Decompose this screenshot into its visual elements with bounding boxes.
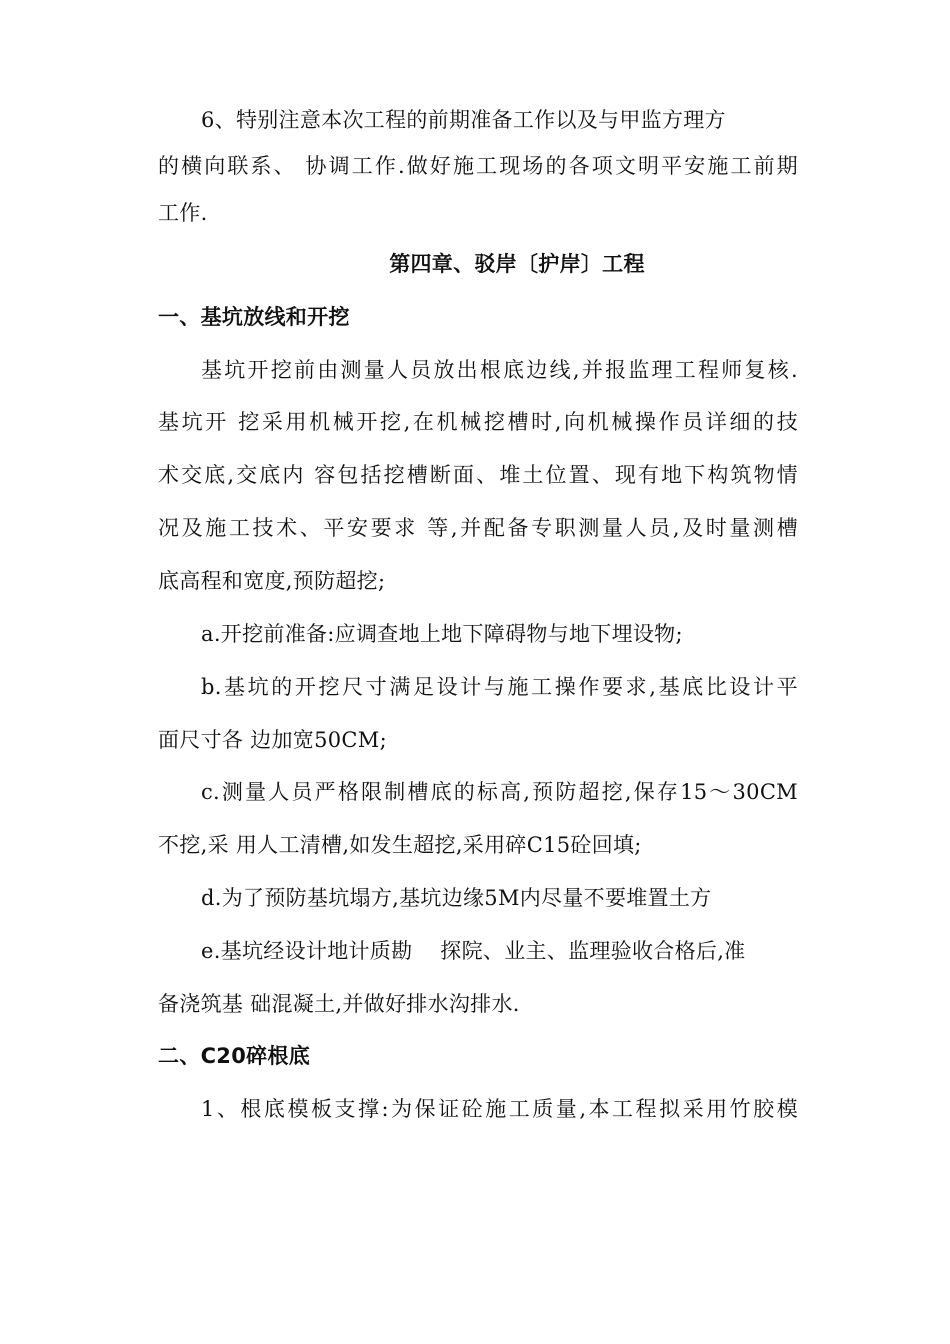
paragraph-line: 底高程和宽度,预防超挖; [158, 569, 386, 593]
paragraph-line: 1、根底模板支撑:为保证砼施工质量,本工程拟采用竹胶模 [201, 1097, 798, 1121]
list-item-d: d.为了预防基坑塌方,基坑边缘5M内尽量不要堆置土方 [201, 886, 712, 910]
section-heading: 二、C20碎根底 [158, 1044, 311, 1068]
paragraph-line: 况及施工技术、平安要求 等,并配备专职测量人员,及时量测槽 [158, 516, 798, 540]
paragraph-line: 基坑开 挖采用机械开挖,在机械挖槽时,向机械操作员详细的技 [158, 410, 798, 434]
list-item-c: c.测量人员严格限制槽底的标高,预防超挖,保存15〜30CM [201, 780, 798, 804]
paragraph-line: 术交底,交底内 容包括挖槽断面、堆土位置、现有地下构筑物情 [158, 463, 798, 487]
paragraph-line: 的横向联系、 协调工作.做好施工现场的各项文明平安施工前期 [158, 154, 798, 178]
list-item-b-cont: 面尺寸各 边加宽50CM; [158, 728, 387, 752]
list-item-e: e.基坑经设计地计质勘 探院、业主、监理验收合格后,准 [201, 939, 746, 963]
chapter-title: 第四章、驳岸〔护岸〕工程 [389, 252, 645, 276]
list-item-b: b.基坑的开挖尺寸满足设计与施工操作要求,基底比设计平 [201, 675, 798, 699]
list-item-e-cont: 备浇筑基 础混凝土,并做好排水沟排水. [158, 992, 520, 1016]
list-item-a: a.开挖前准备:应调查地上地下障碍物与地下埋设物; [201, 622, 683, 646]
paragraph-line: 工作. [158, 201, 208, 225]
paragraph-line: 基坑开挖前由测量人员放出根底边线,并报监理工程师复核. [201, 358, 798, 382]
paragraph-line: 6、特别注意本次工程的前期准备工作以及与甲监方理方 [201, 108, 726, 132]
list-item-c-cont: 不挖,采 用人工清槽,如发生超挖,采用碎C15砼回填; [158, 833, 642, 857]
section-heading: 一、基坑放线和开挖 [158, 305, 350, 329]
